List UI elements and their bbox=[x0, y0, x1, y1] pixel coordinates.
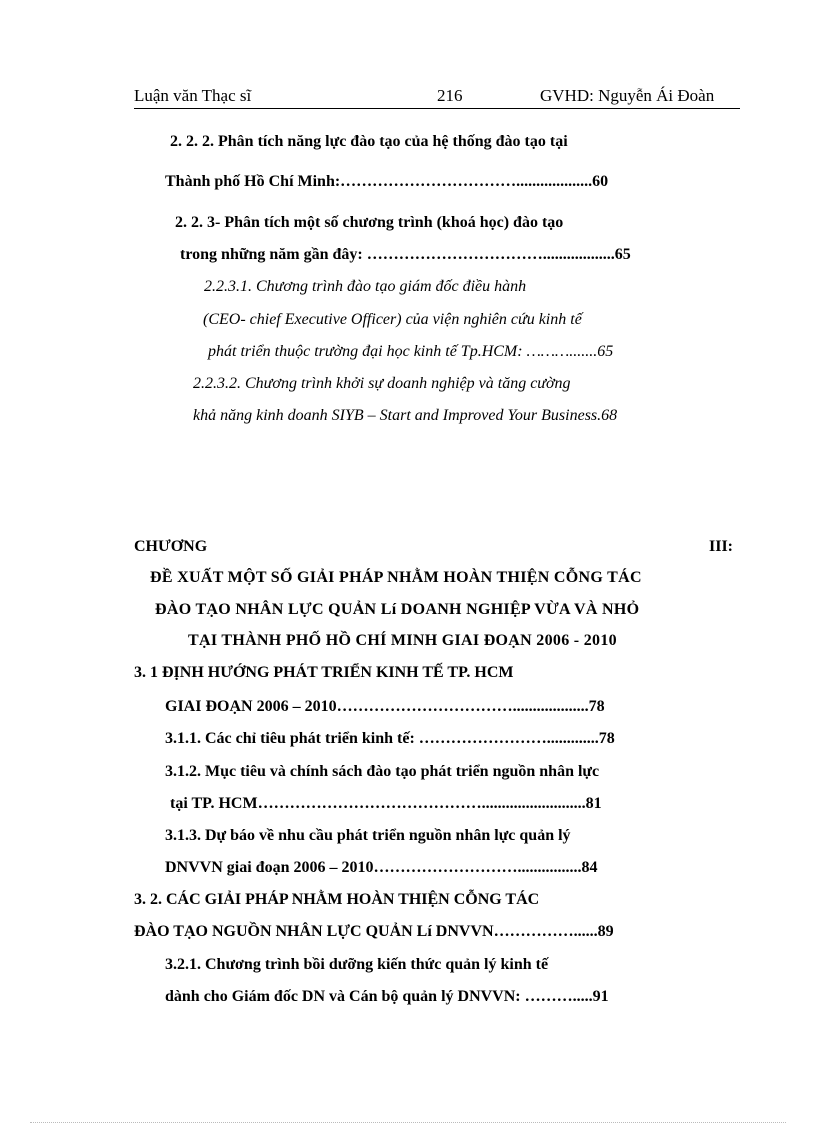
toc-entry-3-2-1-line2: dành cho Giám đốc DN và Cán bộ quản lý DNVVN: ……….....91 bbox=[165, 988, 609, 1005]
toc-entry-3-1-1: 3.1.1. Các chỉ tiêu phát triển kinh tế: …………………….............78 bbox=[165, 730, 615, 747]
header-advisor: GVHD: Nguyễn Ái Đoàn bbox=[540, 86, 715, 105]
toc-entry-3-2-1-line1: 3.2.1. Chương trình bồi dưỡng kiến thức quản lý kinh tế bbox=[165, 956, 549, 973]
toc-section-3-2-line2: ĐÀO TẠO NGUỒN NHÂN LỰC QUẢN Lí DNVVN……………......89 bbox=[134, 923, 614, 940]
page-number: 216 bbox=[437, 86, 463, 105]
toc-entry-2-2-3-line1: 2. 2. 3- Phân tích một số chương trình (khoá học) đào tạo bbox=[175, 214, 564, 231]
toc-section-3-1-line2: GIAI ĐOẠN 2006 – 2010……………………………...................78 bbox=[165, 698, 605, 715]
toc-entry-2-2-3-line2: trong những năm gần đây: ……………………………..................65 bbox=[180, 246, 631, 263]
toc-entry-3-1-3-line2: DNVVN giai đoạn 2006 – 2010………………………................84 bbox=[165, 859, 598, 876]
chapter-number: III: bbox=[709, 538, 734, 555]
chapter-title-line1: ĐỀ XUẤT MỘT SỐ GIẢI PHÁP NHẰM HOÀN THIỆN CỖNG TÁC bbox=[150, 569, 642, 586]
toc-entry-2-2-3-1-line2: (CEO- chief Executive Officer) của viện nghiên cứu kinh tế bbox=[203, 311, 582, 328]
toc-entry-2-2-3-2-line2: khả năng kinh doanh SIYB – Start and Improved Your Business.68 bbox=[193, 407, 618, 424]
toc-entry-3-1-3-line1: 3.1.3. Dự báo về nhu cầu phát triển nguồn nhân lực quản lý bbox=[165, 827, 571, 844]
chapter-title-line3: TẠI THÀNH PHỐ HỒ CHÍ MINH GIAI ĐOẠN 2006 - 2010 bbox=[188, 632, 617, 649]
header-thesis-label: Luận văn Thạc sĩ bbox=[134, 86, 252, 105]
toc-entry-2-2-2-line1: 2. 2. 2. Phân tích năng lực đào tạo của hệ thống đào tạo tại bbox=[170, 133, 568, 150]
toc-section-3-1-line1: 3. 1 ĐỊNH HƯỚNG PHÁT TRIỂN KINH TẾ TP. HCM bbox=[134, 664, 514, 681]
toc-entry-2-2-3-1-line1: 2.2.3.1. Chương trình đào tạo giám đốc điều hành bbox=[204, 278, 527, 295]
header-rule bbox=[134, 108, 740, 109]
chapter-label: CHƯƠNG bbox=[134, 538, 208, 555]
toc-entry-3-1-2-line1: 3.1.2. Mục tiêu và chính sách đào tạo phát triển nguồn nhân lực bbox=[165, 763, 600, 780]
toc-entry-2-2-2-line2: Thành phố Hồ Chí Minh:……………………………...................60 bbox=[165, 173, 609, 190]
toc-section-3-2-line1: 3. 2. CÁC GIẢI PHÁP NHẰM HOÀN THIỆN CỖNG TÁC bbox=[134, 891, 540, 908]
toc-entry-3-1-2-line2: tại TP. HCM……………………………………..........................81 bbox=[170, 795, 602, 812]
toc-entry-2-2-3-1-line3: phát triển thuộc trường đại học kinh tế Tp.HCM: ……….......65 bbox=[208, 343, 614, 360]
toc-entry-2-2-3-2-line1: 2.2.3.2. Chương trình khởi sự doanh nghiệp và tăng cường bbox=[193, 375, 571, 392]
chapter-title-line2: ĐÀO TẠO NHÂN LỰC QUẢN Lí DOANH NGHIỆP VỪA VÀ NHỎ bbox=[155, 601, 640, 618]
